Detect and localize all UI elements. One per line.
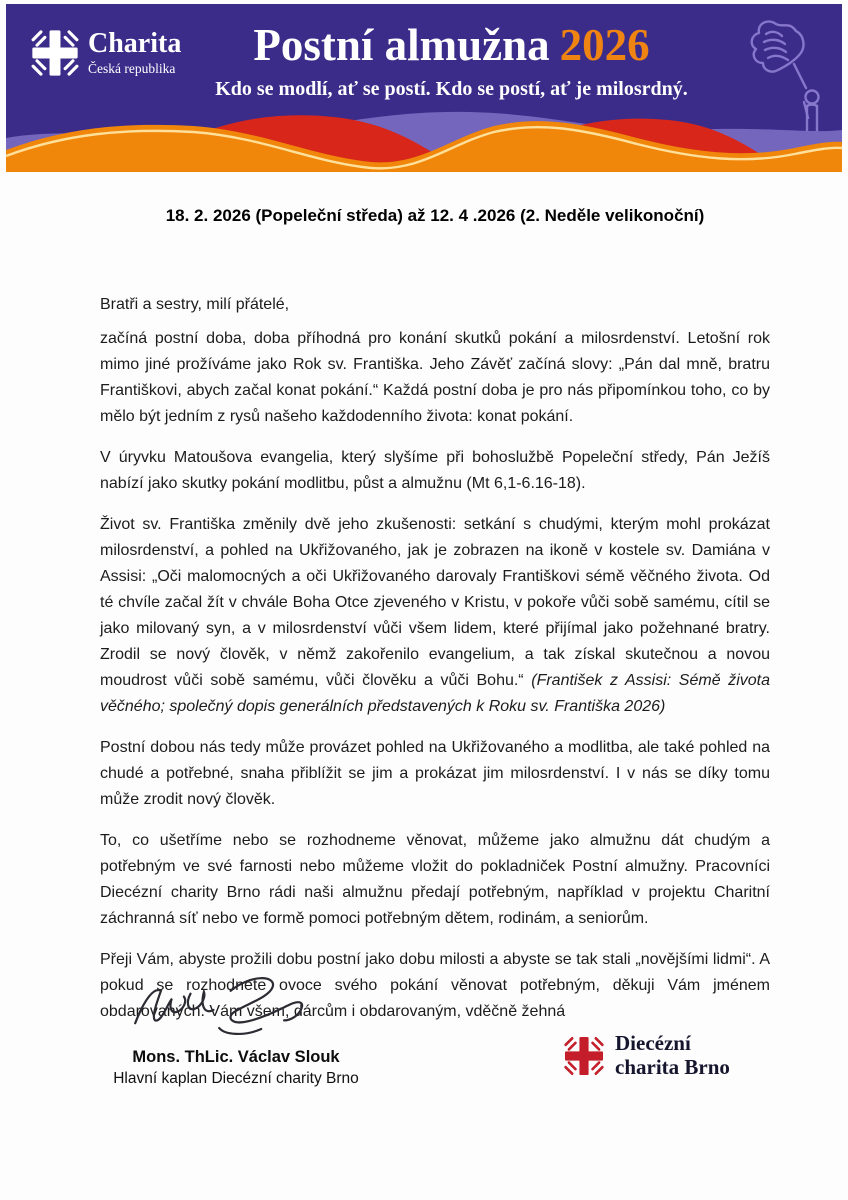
footer-logo-line1: Diecézní <box>615 1031 691 1055</box>
handwritten-signature <box>118 966 328 1050</box>
paragraph-6-text: Přeji Vám, abyste prožili dobu postní jako dobu milosti a abyste se tak stali „novějšími lidmi“. A pokud se rozhodnete ovoce svého pokání věnovat potřebným, děkuji Vám jménem obdarovaných. Vám všem, dárcům i obdarovaným, vděčně žehná <box>100 951 770 1020</box>
paragraph-1 <box>100 326 770 430</box>
charita-country: Česká republika <box>88 61 176 76</box>
letter-content <box>100 206 770 1040</box>
signer-name: Mons. ThLic. Václav Slouk <box>132 1048 340 1066</box>
signer-block <box>86 1048 386 1088</box>
diecezni-charita-brno-text <box>615 1032 730 1079</box>
diecezni-charita-brno-logo <box>563 1032 730 1079</box>
campaign-year: 2026 <box>559 20 650 70</box>
paragraph-5-text: To, co ušetříme nebo se rozhodneme věnovat, můžeme jako almužnu dát chudým a potřebným ve své farnosti nebo můžeme vložit do pokladniček Postní almužny. Pracovníci Diecézní charity Brno rádi naši almužnu předají potřebným, například v projektu Charitní záchranná síť nebo ve formě pomoci potřebným dětem, rodinám, a seniorům. <box>100 832 770 927</box>
paragraph-4 <box>100 735 770 813</box>
charita-logo-text <box>88 30 181 78</box>
caritas-cross-icon <box>30 28 80 78</box>
salutation: Bratři a sestry, milí přátelé, <box>100 296 290 313</box>
charita-logo <box>30 28 181 78</box>
wave-decoration <box>6 108 842 172</box>
caritas-cross-red-icon <box>563 1035 605 1077</box>
paragraph-3-citation: (František z Assisi: Sémě života věčného; společný dopis generálních představených k Roku sv. Františka 2026) <box>100 672 771 715</box>
header-titles <box>176 22 727 101</box>
paragraph-2 <box>100 445 770 497</box>
signer-role: Hlavní kaplan Diecézní charity Brno <box>113 1070 359 1087</box>
campaign-tagline: Kdo se modlí, ať se postí. Kdo se postí, ať je milosrdný. <box>215 78 688 101</box>
paragraph-1-text: začíná postní doba, doba příhodná pro konání skutků pokání a milosrdenství. Letošní rok mimo jiné prožíváme jako Rok sv. Františka. Jeho Závěť začíná slovy: „Pán dal mně, bratru Františkovi, abych začal konat pokání.“ Každá postní doba je pro nás připomínkou toho, co by mělo být jedním z rysů našeho každodenního života: konat pokání. <box>100 330 770 425</box>
campaign-dates: 18. 2. 2026 (Popeleční středa) až 12. 4 .2026 (2. Neděle velikonoční) <box>165 206 705 225</box>
header-banner <box>6 4 842 172</box>
paragraph-3 <box>100 512 770 720</box>
footer-logo-line2: charita Brno <box>615 1054 730 1079</box>
campaign-title-text: Postní almužna <box>253 20 550 70</box>
paragraph-2-text: V úryvku Matoušova evangelia, který slyšíme při bohoslužbě Popeleční středy, Pán Ježíš nabízí jako skutky pokání modlitbu, půst a almužnu (Mt 6,1-6.16-18). <box>100 449 770 492</box>
paragraph-5 <box>100 828 770 932</box>
campaign-title <box>176 22 727 69</box>
charita-brand-name: Charita <box>88 28 182 59</box>
paragraph-3-text: Život sv. Františka změnily dvě jeho zkušenosti: setkání s chudými, kterým mohl prokázat milosrdenství, a pohled na Ukřižovaného, jak je zobrazen na ikoně v kostele sv. Damiána v Assisi: „Oči malomocných a oči Ukřižovaného darovaly Františkovi sémě věčného života. Od té chvíle začal žít v chvále Boha Otce zjeveného v Kristu, v pokoře vůči sobě samému, cítil se jako milovaný syn, a v milosrdenství vůči všem lidem, které přijímal jako požehnané bratry. Zrodil se nový člověk, v němž zakořenilo evangelium, a tak získal skutečnou a novou moudrost vůči sobě samému, vůči člověku a vůči Bohu.“ <box>100 516 770 689</box>
paragraph-4-text: Postní dobou nás tedy může provázet pohled na Ukřižovaného a modlitba, ale také pohled na chudé a potřebné, snaha přiblížit se jim a prokázat jim milosrdenství. I v nás se díky tomu může zrodit nový člověk. <box>100 739 770 808</box>
